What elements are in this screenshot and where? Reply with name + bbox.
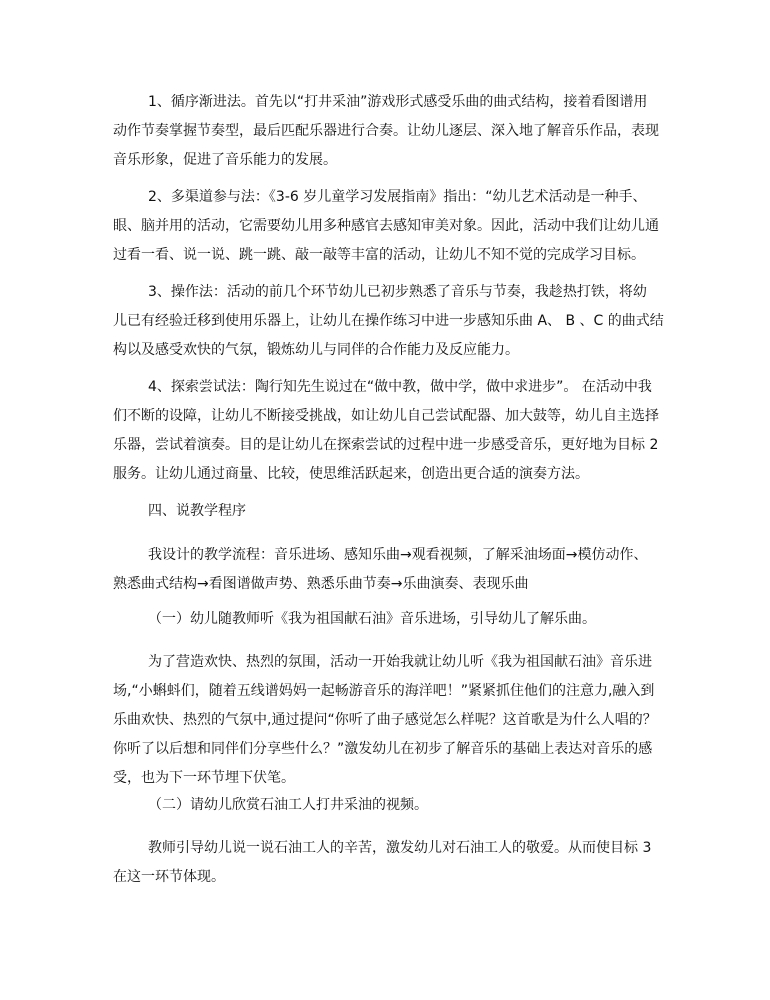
text-line: 音乐形象，促进了音乐能力的发展。 [113,152,337,168]
text-line: 儿已有经验迁移到使用乐器上，让幼儿在操作练习中进一步感知乐曲 A、 B 、C 的曲式结 [113,313,664,329]
paragraph-method-3 [113,278,664,365]
text-line: 你听了以后想和同伴们分享些什么？”激发幼儿在初步了解音乐的基础上表达对音乐的感 [113,741,653,757]
text-line: 2、多渠道参与法：《3-6 岁儿童学习发展指南》指出：“幼儿艺术活动是一种手、 [148,189,647,205]
paragraph-video [113,834,659,892]
section-heading-teaching-procedure: 四、说教学程序 [148,503,246,519]
paragraph-music-entry [113,648,659,793]
text-line: 过看一看、说一说、跳一跳、敲一敲等丰富的活动，让幼儿不知不觉的完成学习目标。 [113,247,645,263]
text-line: 1、循序渐进法。首先以“打井采油”游戏形式感受乐曲的曲式结构，接着看图谱用 [148,94,648,110]
text-line: 场,“小蝌蚪们，随着五线谱妈妈一起畅游音乐的海洋吧！”紧紧抓住他们的注意力,融入到 [113,683,655,699]
text-line: 3、操作法：活动的前几个环节幼儿已初步熟悉了音乐与节奏，我趁热打铁，将幼 [148,284,647,300]
text-line: 乐器，尝试着演奏。目的是让幼儿在探索尝试的过程中进一步感受音乐，更好地为目标 2 [113,437,659,453]
text-line: 构以及感受欢快的气氛，锻炼幼儿与同伴的合作能力及反应能力。 [113,342,519,358]
paragraph-method-4 [113,373,659,489]
paragraph-method-2 [113,183,659,270]
text-line: 动作节奏掌握节奏型，最后匹配乐器进行合奏。让幼儿逐层、深入地了解音乐作品，表现 [113,123,659,139]
text-line: 熟悉曲式结构→看图谱做声势、熟悉乐曲节奏→乐曲演奏、表现乐曲 [113,576,529,592]
text-line: 4、探索尝试法：陶行知先生说过在“做中教，做中学，做中求进步”。 在活动中我 [148,379,652,395]
text-line: 眼、脑并用的活动，它需要幼儿用多种感官去感知审美对象。因此，活动中我们让幼儿通 [113,218,659,234]
text-line: 受，也为下一环节埋下伏笔。 [113,770,295,786]
paragraph-method-1 [113,88,659,175]
text-line: 乐曲欢快、热烈的气氛中,通过提问“你听了曲子感觉怎么样呢？这首歌是为什么人唱的？ [113,712,657,728]
text-line: 为了营造欢快、热烈的氛围，活动一开始我就让幼儿听《我为祖国献石油》音乐进 [148,654,652,670]
text-line: 我设计的教学流程：音乐进场、感知乐曲→观看视频，了解采油场面→模仿动作、 [148,547,648,563]
text-line: 们不断的设障，让幼儿不断接受挑战，如让幼儿自己尝试配器、加大鼓等，幼儿自主选择 [113,408,659,424]
text-line: 在这一环节体现。 [113,869,225,885]
subsection-heading-1: （一）幼儿随教师听《我为祖国献石油》音乐进场，引导幼儿了解乐曲。 [148,611,596,627]
paragraph-teaching-flow [113,541,659,599]
text-line: 教师引导幼儿说一说石油工人的辛苦，激发幼儿对石油工人的敬爱。从而使目标 3 [148,840,652,856]
subsection-heading-2: （二）请幼儿欣赏石油工人打井采油的视频。 [148,797,428,813]
text-line: 服务。让幼儿通过商量、比较，使思维活跃起来，创造出更合适的演奏方法。 [113,466,589,482]
